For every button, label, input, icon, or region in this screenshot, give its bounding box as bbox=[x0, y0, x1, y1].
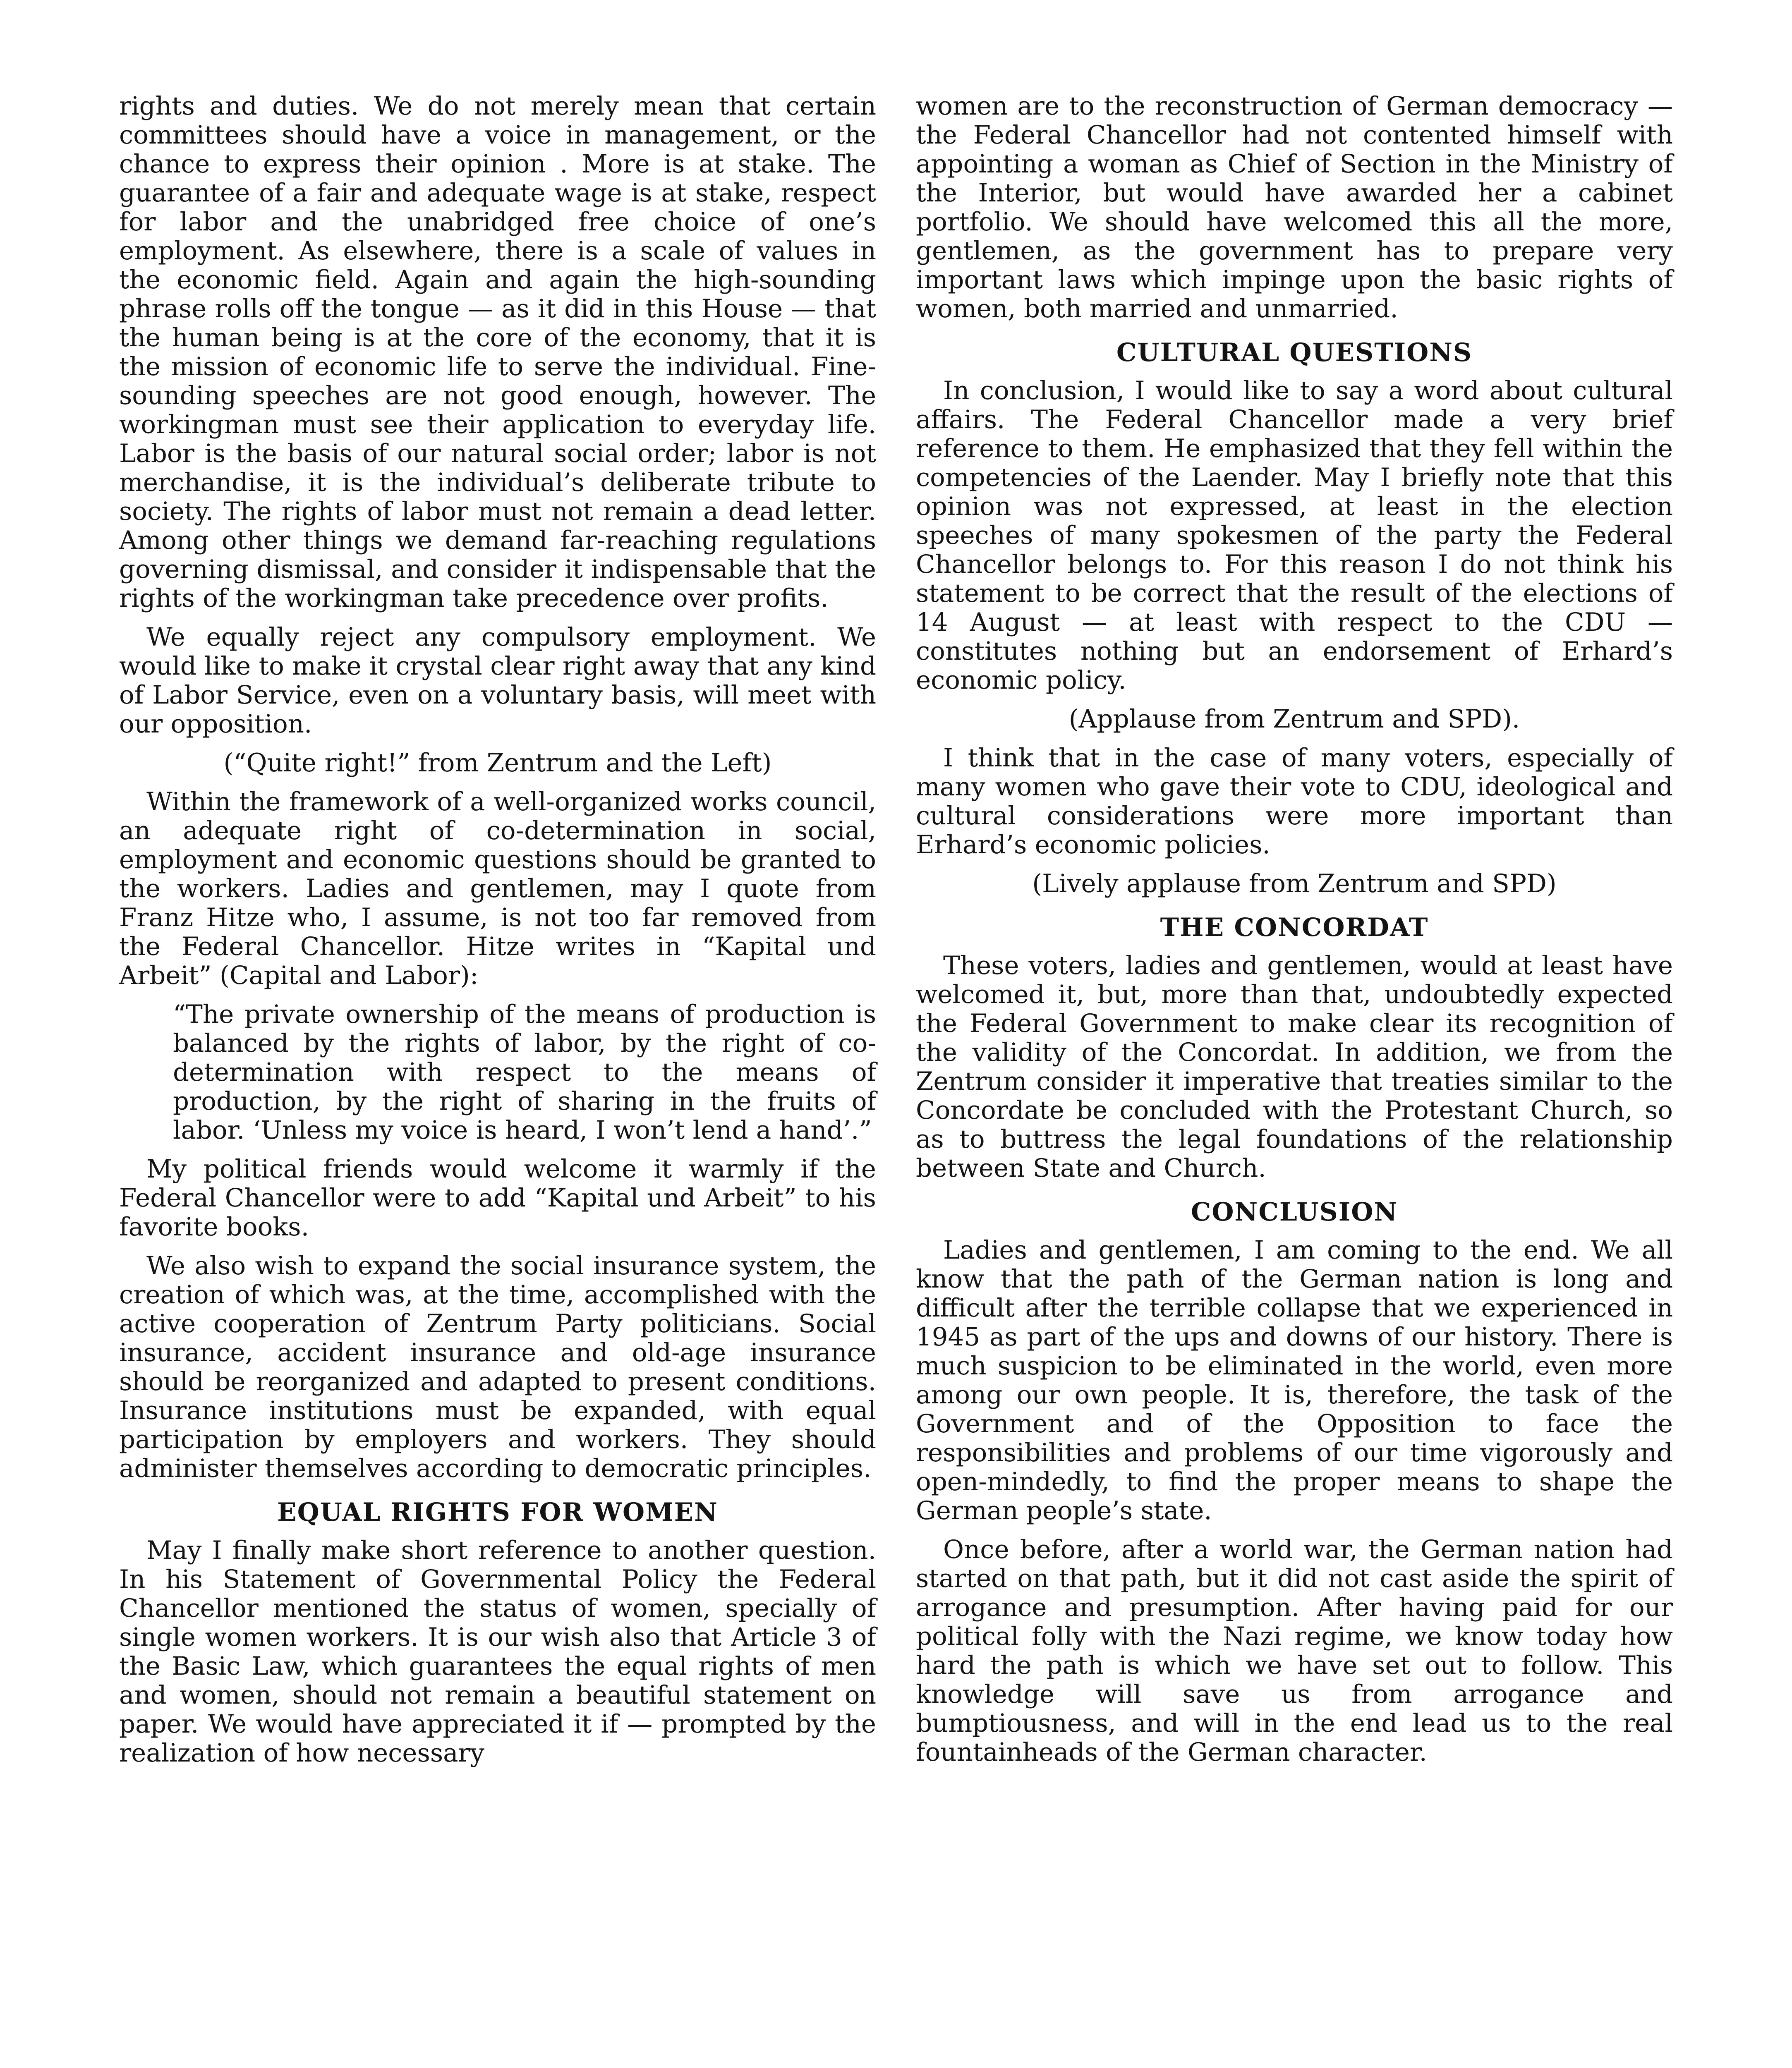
body-paragraph: rights and duties. We do not merely mean that certain committees should have a voice in management, or the chance to express their opinion . More is at stake. The guarantee of a fair and adequate wage is at stake, respect for labor and the unabridged free choice of one’s employment. As elsewhere, there is a scale of values in the economic field. Again and again the high-sounding phrase rolls off the tongue — as it did in this House — that the human being is at the core of the economy, that it is the mission of economic life to serve the individual. Fine-sounding speeches are not good enough, however. The workingman must see their application to everyday life. Labor is the basis of our natural social order; labor is not merchandise, it is the individual’s deliberate tribute to society. The rights of labor must not remain a dead letter. Among other things we demand far-reaching regulations governing dismissal, and consider it indispensable that the rights of the workingman take precedence over profits. bbox=[119, 91, 876, 613]
body-paragraph: Once before, after a world war, the German nation had started on that path, but it did not cast aside the spirit of arrogance and presumption. After having paid for our political folly with the Nazi regime, we know today how hard the path is which we have set out to follow. This knowledge will save us from arrogance and bumptiousness, and will in the end lead us to the real fountainheads of the German character. bbox=[916, 1535, 1673, 1767]
body-paragraph: Within the framework of a well-organized works council, an adequate right of co-determination in social, employment and economic questions should be granted to the workers. Ladies and gentlemen, may I quote from Franz Hitze who, I assume, is not too far removed from the Federal Chancellor. Hitze writes in “Kapital und Arbeit” (Capital and Labor): bbox=[119, 787, 876, 990]
block-quote: “The private ownership of the means of production is balanced by the rights of labor, by the right of co-determination with respect to the means of production, by the right of sharing in the fruits of labor. ‘Unless my voice is heard, I won’t lend a hand’.” bbox=[173, 1000, 876, 1145]
section-heading: CONCLUSION bbox=[1191, 1197, 1398, 1227]
body-paragraph: May I finally make short reference to another question. In his Statement of Governmental Policy the Federal Chancellor mentioned the status of women, specially of single women workers. It is our wish also that Article 3 of the Basic Law, which guarantees the equal rights of men and women, should not remain a beautiful statement on paper. We would have appreciated it if — prompted by the realization of how necessary bbox=[119, 1536, 876, 1768]
section-heading: THE CONCORDAT bbox=[1160, 913, 1429, 942]
body-paragraph: These voters, ladies and gentlemen, would at least have welcomed it, but, more than that, undoubtedly expected the Federal Government to make clear its recognition of the validity of the Concordat. In addition, we from the Zentrum consider it imperative that treaties similar to the Concordate be concluded with the Protestant Church, so as to buttress the legal foundations of the relationship between State and Church. bbox=[916, 951, 1673, 1183]
right-column bbox=[916, 92, 1673, 1777]
section-heading: EQUAL RIGHTS FOR WOMEN bbox=[277, 1498, 718, 1527]
body-paragraph: Ladies and gentlemen, I am coming to the end. We all know that the path of the German nation is long and difficult after the terrible collapse that we experienced in 1945 as part of the ups and downs of our history. There is much suspicion to be eliminated in the world, even more among our own people. It is, therefore, the task of the Government and of the Opposition to face the responsibilities and problems of our time vigorously and open-mindedly, to find the proper means to shape the German people’s state. bbox=[916, 1235, 1673, 1525]
interjection: (Lively applause from Zentrum and SPD) bbox=[1032, 869, 1557, 898]
interjection: (Applause from Zentrum and SPD). bbox=[1068, 704, 1520, 734]
body-paragraph: We also wish to expand the social insurance system, the creation of which was, at the time, accomplished with the active cooperation of Zentrum Party politicians. Social insurance, accident insurance and old-age insurance should be reorganized and adapted to present conditions. Insurance institutions must be expanded, with equal participation by employers and workers. They should administer themselves according to democratic principles. bbox=[119, 1251, 876, 1483]
left-column bbox=[119, 92, 876, 1778]
section-heading: CULTURAL QUESTIONS bbox=[1116, 338, 1473, 367]
interjection: (“Quite right!” from Zentrum and the Left) bbox=[223, 748, 772, 778]
body-paragraph: women are to the reconstruction of German democracy — the Federal Chancellor had not contented himself with appointing a woman as Chief of Section in the Ministry of the Interior, but would have awarded her a cabinet portfolio. We should have welcomed this all the more, gentlemen, as the government has to prepare very important laws which impinge upon the basic rights of women, both married and unmarried. bbox=[916, 91, 1673, 323]
body-paragraph: In conclusion, I would like to say a word about cultural affairs. The Federal Chancellor made a very brief reference to them. He emphasized that they fell within the competencies of the Laender. May I briefly note that this opinion was not expressed, at least in the election speeches of many spokesmen of the party the Federal Chancellor belongs to. For this reason I do not think his statement to be correct that the result of the elections of 14 August — at least with respect to the CDU — constitutes nothing but an endorsement of Erhard’s economic policy. bbox=[916, 376, 1673, 695]
body-paragraph: My political friends would welcome it warmly if the Federal Chancellor were to add “Kapital und Arbeit” to his favorite books. bbox=[119, 1154, 876, 1242]
body-paragraph: I think that in the case of many voters, especially of many women who gave their vote to CDU, ideological and cultural considerations were more important than Erhard’s economic policies. bbox=[916, 743, 1673, 859]
body-paragraph: We equally reject any compulsory employment. We would like to make it crystal clear right away that any kind of Labor Service, even on a voluntary basis, will meet with our opposition. bbox=[119, 622, 876, 739]
